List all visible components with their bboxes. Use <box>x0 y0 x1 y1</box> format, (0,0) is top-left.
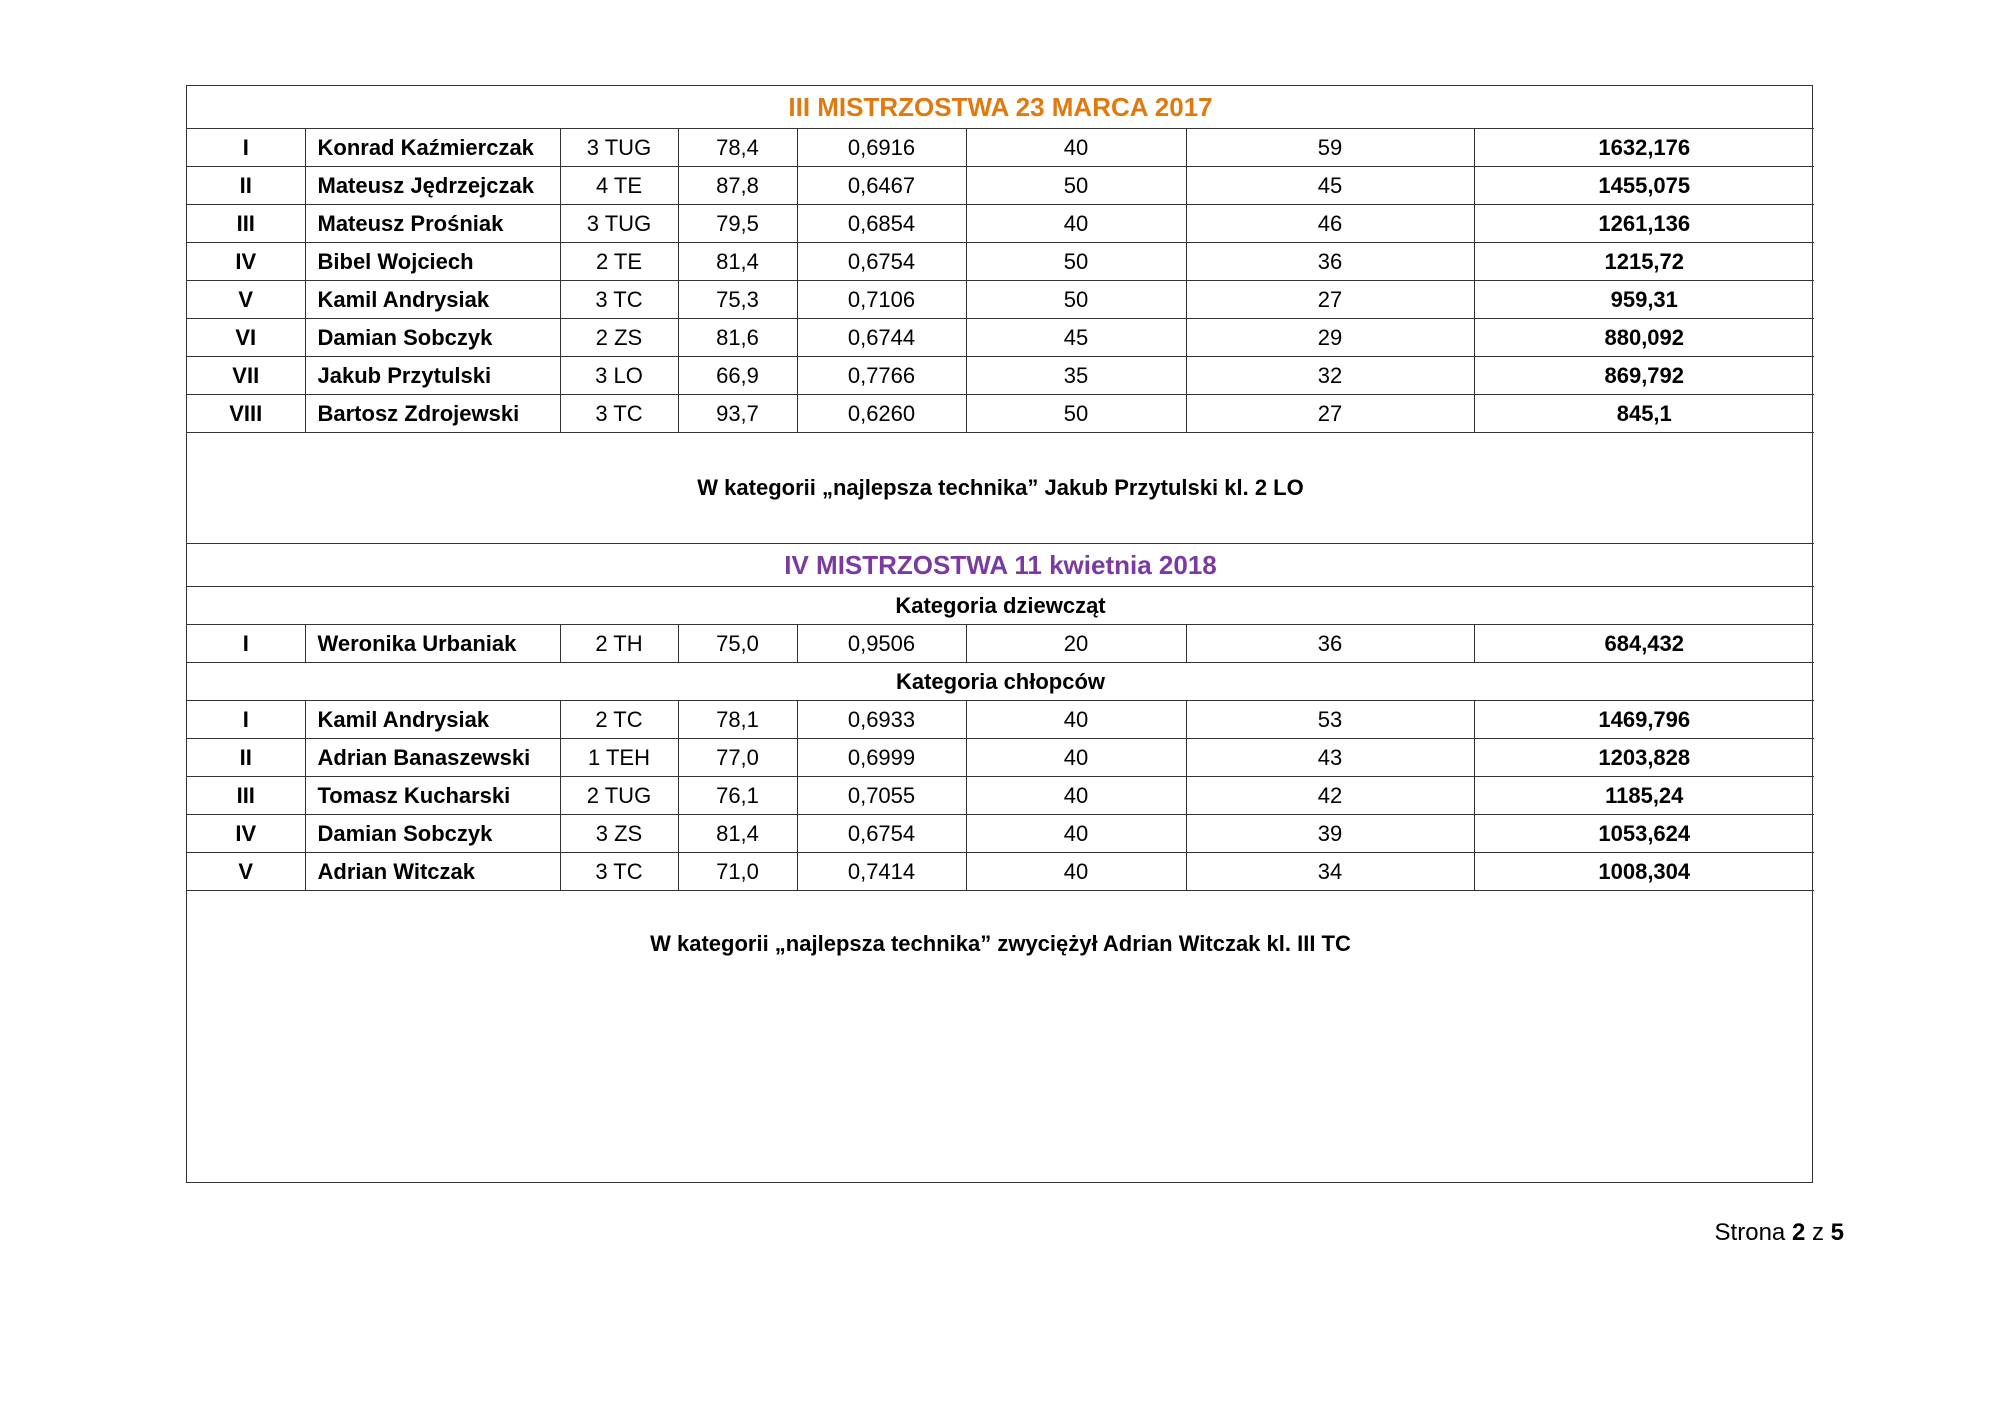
boys-category-row <box>187 663 1814 701</box>
cell-total: 880,092 <box>1474 319 1814 357</box>
cell-name: Weronika Urbaniak <box>305 625 560 663</box>
cell-coefficient: 0,7106 <box>797 281 966 319</box>
result-row <box>187 625 1814 663</box>
result-row <box>187 129 1814 167</box>
cell-place: I <box>187 129 305 167</box>
cell-total: 1469,796 <box>1474 701 1814 739</box>
cell-place: IV <box>187 815 305 853</box>
cell-lift-weight: 35 <box>966 357 1186 395</box>
page-footer <box>1715 1219 1844 1247</box>
cell-reps: 27 <box>1186 395 1474 433</box>
section2-title-row <box>187 544 1814 587</box>
cell-name: Bartosz Zdrojewski <box>305 395 560 433</box>
cell-class: 3 LO <box>560 357 678 395</box>
cell-place: IV <box>187 243 305 281</box>
cell-reps: 45 <box>1186 167 1474 205</box>
cell-reps: 42 <box>1186 777 1474 815</box>
cell-weight: 71,0 <box>678 853 797 891</box>
cell-coefficient: 0,9506 <box>797 625 966 663</box>
cell-total: 845,1 <box>1474 395 1814 433</box>
cell-coefficient: 0,7055 <box>797 777 966 815</box>
cell-reps: 36 <box>1186 625 1474 663</box>
cell-coefficient: 0,7766 <box>797 357 966 395</box>
section1-note-row <box>187 433 1814 544</box>
section2-title: IV MISTRZOSTWA 11 kwietnia 2018 <box>187 544 1814 587</box>
girls-category-row <box>187 587 1814 625</box>
section1-title: III MISTRZOSTWA 23 MARCA 2017 <box>187 86 1814 129</box>
cell-reps: 46 <box>1186 205 1474 243</box>
cell-lift-weight: 50 <box>966 395 1186 433</box>
cell-place: II <box>187 167 305 205</box>
cell-coefficient: 0,6754 <box>797 815 966 853</box>
cell-coefficient: 0,6744 <box>797 319 966 357</box>
cell-total: 1215,72 <box>1474 243 1814 281</box>
result-row <box>187 395 1814 433</box>
cell-name: Kamil Andrysiak <box>305 281 560 319</box>
cell-name: Damian Sobczyk <box>305 815 560 853</box>
footer-separator: z <box>1811 1219 1824 1246</box>
cell-weight: 81,4 <box>678 243 797 281</box>
cell-weight: 77,0 <box>678 739 797 777</box>
cell-lift-weight: 50 <box>966 281 1186 319</box>
result-row <box>187 243 1814 281</box>
cell-total: 1053,624 <box>1474 815 1814 853</box>
cell-lift-weight: 45 <box>966 319 1186 357</box>
cell-class: 3 TC <box>560 281 678 319</box>
footer-page-total: 5 <box>1830 1219 1844 1246</box>
cell-coefficient: 0,6854 <box>797 205 966 243</box>
cell-total: 1261,136 <box>1474 205 1814 243</box>
cell-reps: 32 <box>1186 357 1474 395</box>
result-row <box>187 815 1814 853</box>
cell-weight: 75,3 <box>678 281 797 319</box>
cell-coefficient: 0,6999 <box>797 739 966 777</box>
cell-reps: 59 <box>1186 129 1474 167</box>
cell-class: 3 TUG <box>560 129 678 167</box>
cell-lift-weight: 40 <box>966 815 1186 853</box>
cell-class: 3 TUG <box>560 205 678 243</box>
cell-lift-weight: 20 <box>966 625 1186 663</box>
cell-name: Mateusz Prośniak <box>305 205 560 243</box>
cell-total: 1008,304 <box>1474 853 1814 891</box>
cell-name: Adrian Banaszewski <box>305 739 560 777</box>
cell-total: 959,31 <box>1474 281 1814 319</box>
cell-place: VIII <box>187 395 305 433</box>
cell-reps: 34 <box>1186 853 1474 891</box>
boys-category-label: Kategoria chłopców <box>187 663 1814 701</box>
cell-class: 2 TC <box>560 701 678 739</box>
cell-reps: 36 <box>1186 243 1474 281</box>
cell-total: 1203,828 <box>1474 739 1814 777</box>
section2-note: W kategorii „najlepsza technika” zwyciężył Adrian Witczak kl. III TC <box>187 891 1814 1183</box>
result-row <box>187 205 1814 243</box>
footer-page-number: 2 <box>1791 1219 1806 1246</box>
cell-place: V <box>187 853 305 891</box>
result-row <box>187 853 1814 891</box>
section1-title-row <box>187 86 1814 129</box>
cell-place: I <box>187 701 305 739</box>
cell-coefficient: 0,6933 <box>797 701 966 739</box>
cell-lift-weight: 40 <box>966 853 1186 891</box>
cell-name: Bibel Wojciech <box>305 243 560 281</box>
cell-name: Kamil Andrysiak <box>305 701 560 739</box>
cell-lift-weight: 50 <box>966 167 1186 205</box>
cell-lift-weight: 50 <box>966 243 1186 281</box>
cell-coefficient: 0,6467 <box>797 167 966 205</box>
cell-place: V <box>187 281 305 319</box>
result-row <box>187 167 1814 205</box>
cell-class: 2 ZS <box>560 319 678 357</box>
cell-reps: 53 <box>1186 701 1474 739</box>
cell-coefficient: 0,6260 <box>797 395 966 433</box>
cell-lift-weight: 40 <box>966 129 1186 167</box>
cell-name: Konrad Kaźmierczak <box>305 129 560 167</box>
section2-note-row <box>187 891 1814 1183</box>
cell-total: 684,432 <box>1474 625 1814 663</box>
cell-weight: 75,0 <box>678 625 797 663</box>
cell-place: III <box>187 777 305 815</box>
cell-name: Mateusz Jędrzejczak <box>305 167 560 205</box>
result-row <box>187 319 1814 357</box>
cell-place: III <box>187 205 305 243</box>
cell-class: 2 TE <box>560 243 678 281</box>
cell-coefficient: 0,6916 <box>797 129 966 167</box>
cell-class: 3 ZS <box>560 815 678 853</box>
cell-lift-weight: 40 <box>966 777 1186 815</box>
footer-prefix: Strona <box>1714 1219 1786 1246</box>
cell-weight: 81,6 <box>678 319 797 357</box>
cell-weight: 79,5 <box>678 205 797 243</box>
results-sheet <box>186 85 1813 1183</box>
result-row <box>187 281 1814 319</box>
cell-weight: 78,1 <box>678 701 797 739</box>
cell-class: 2 TH <box>560 625 678 663</box>
cell-name: Damian Sobczyk <box>305 319 560 357</box>
cell-class: 4 TE <box>560 167 678 205</box>
result-row <box>187 739 1814 777</box>
cell-coefficient: 0,6754 <box>797 243 966 281</box>
cell-place: VI <box>187 319 305 357</box>
cell-total: 869,792 <box>1474 357 1814 395</box>
cell-class: 3 TC <box>560 853 678 891</box>
cell-name: Tomasz Kucharski <box>305 777 560 815</box>
cell-total: 1185,24 <box>1474 777 1814 815</box>
girls-category-label: Kategoria dziewcząt <box>187 587 1814 625</box>
cell-lift-weight: 40 <box>966 205 1186 243</box>
cell-reps: 29 <box>1186 319 1474 357</box>
cell-name: Jakub Przytulski <box>305 357 560 395</box>
cell-weight: 76,1 <box>678 777 797 815</box>
cell-name: Adrian Witczak <box>305 853 560 891</box>
cell-weight: 87,8 <box>678 167 797 205</box>
cell-reps: 27 <box>1186 281 1474 319</box>
cell-weight: 81,4 <box>678 815 797 853</box>
cell-weight: 78,4 <box>678 129 797 167</box>
cell-lift-weight: 40 <box>966 739 1186 777</box>
cell-class: 1 TEH <box>560 739 678 777</box>
cell-class: 2 TUG <box>560 777 678 815</box>
results-table <box>187 86 1814 1183</box>
cell-place: II <box>187 739 305 777</box>
cell-total: 1632,176 <box>1474 129 1814 167</box>
result-row <box>187 357 1814 395</box>
cell-reps: 43 <box>1186 739 1474 777</box>
cell-lift-weight: 40 <box>966 701 1186 739</box>
section1-note: W kategorii „najlepsza technika” Jakub Przytulski kl. 2 LO <box>187 433 1814 544</box>
cell-weight: 93,7 <box>678 395 797 433</box>
cell-place: I <box>187 625 305 663</box>
cell-reps: 39 <box>1186 815 1474 853</box>
result-row <box>187 777 1814 815</box>
cell-coefficient: 0,7414 <box>797 853 966 891</box>
result-row <box>187 701 1814 739</box>
cell-total: 1455,075 <box>1474 167 1814 205</box>
cell-class: 3 TC <box>560 395 678 433</box>
cell-weight: 66,9 <box>678 357 797 395</box>
cell-place: VII <box>187 357 305 395</box>
